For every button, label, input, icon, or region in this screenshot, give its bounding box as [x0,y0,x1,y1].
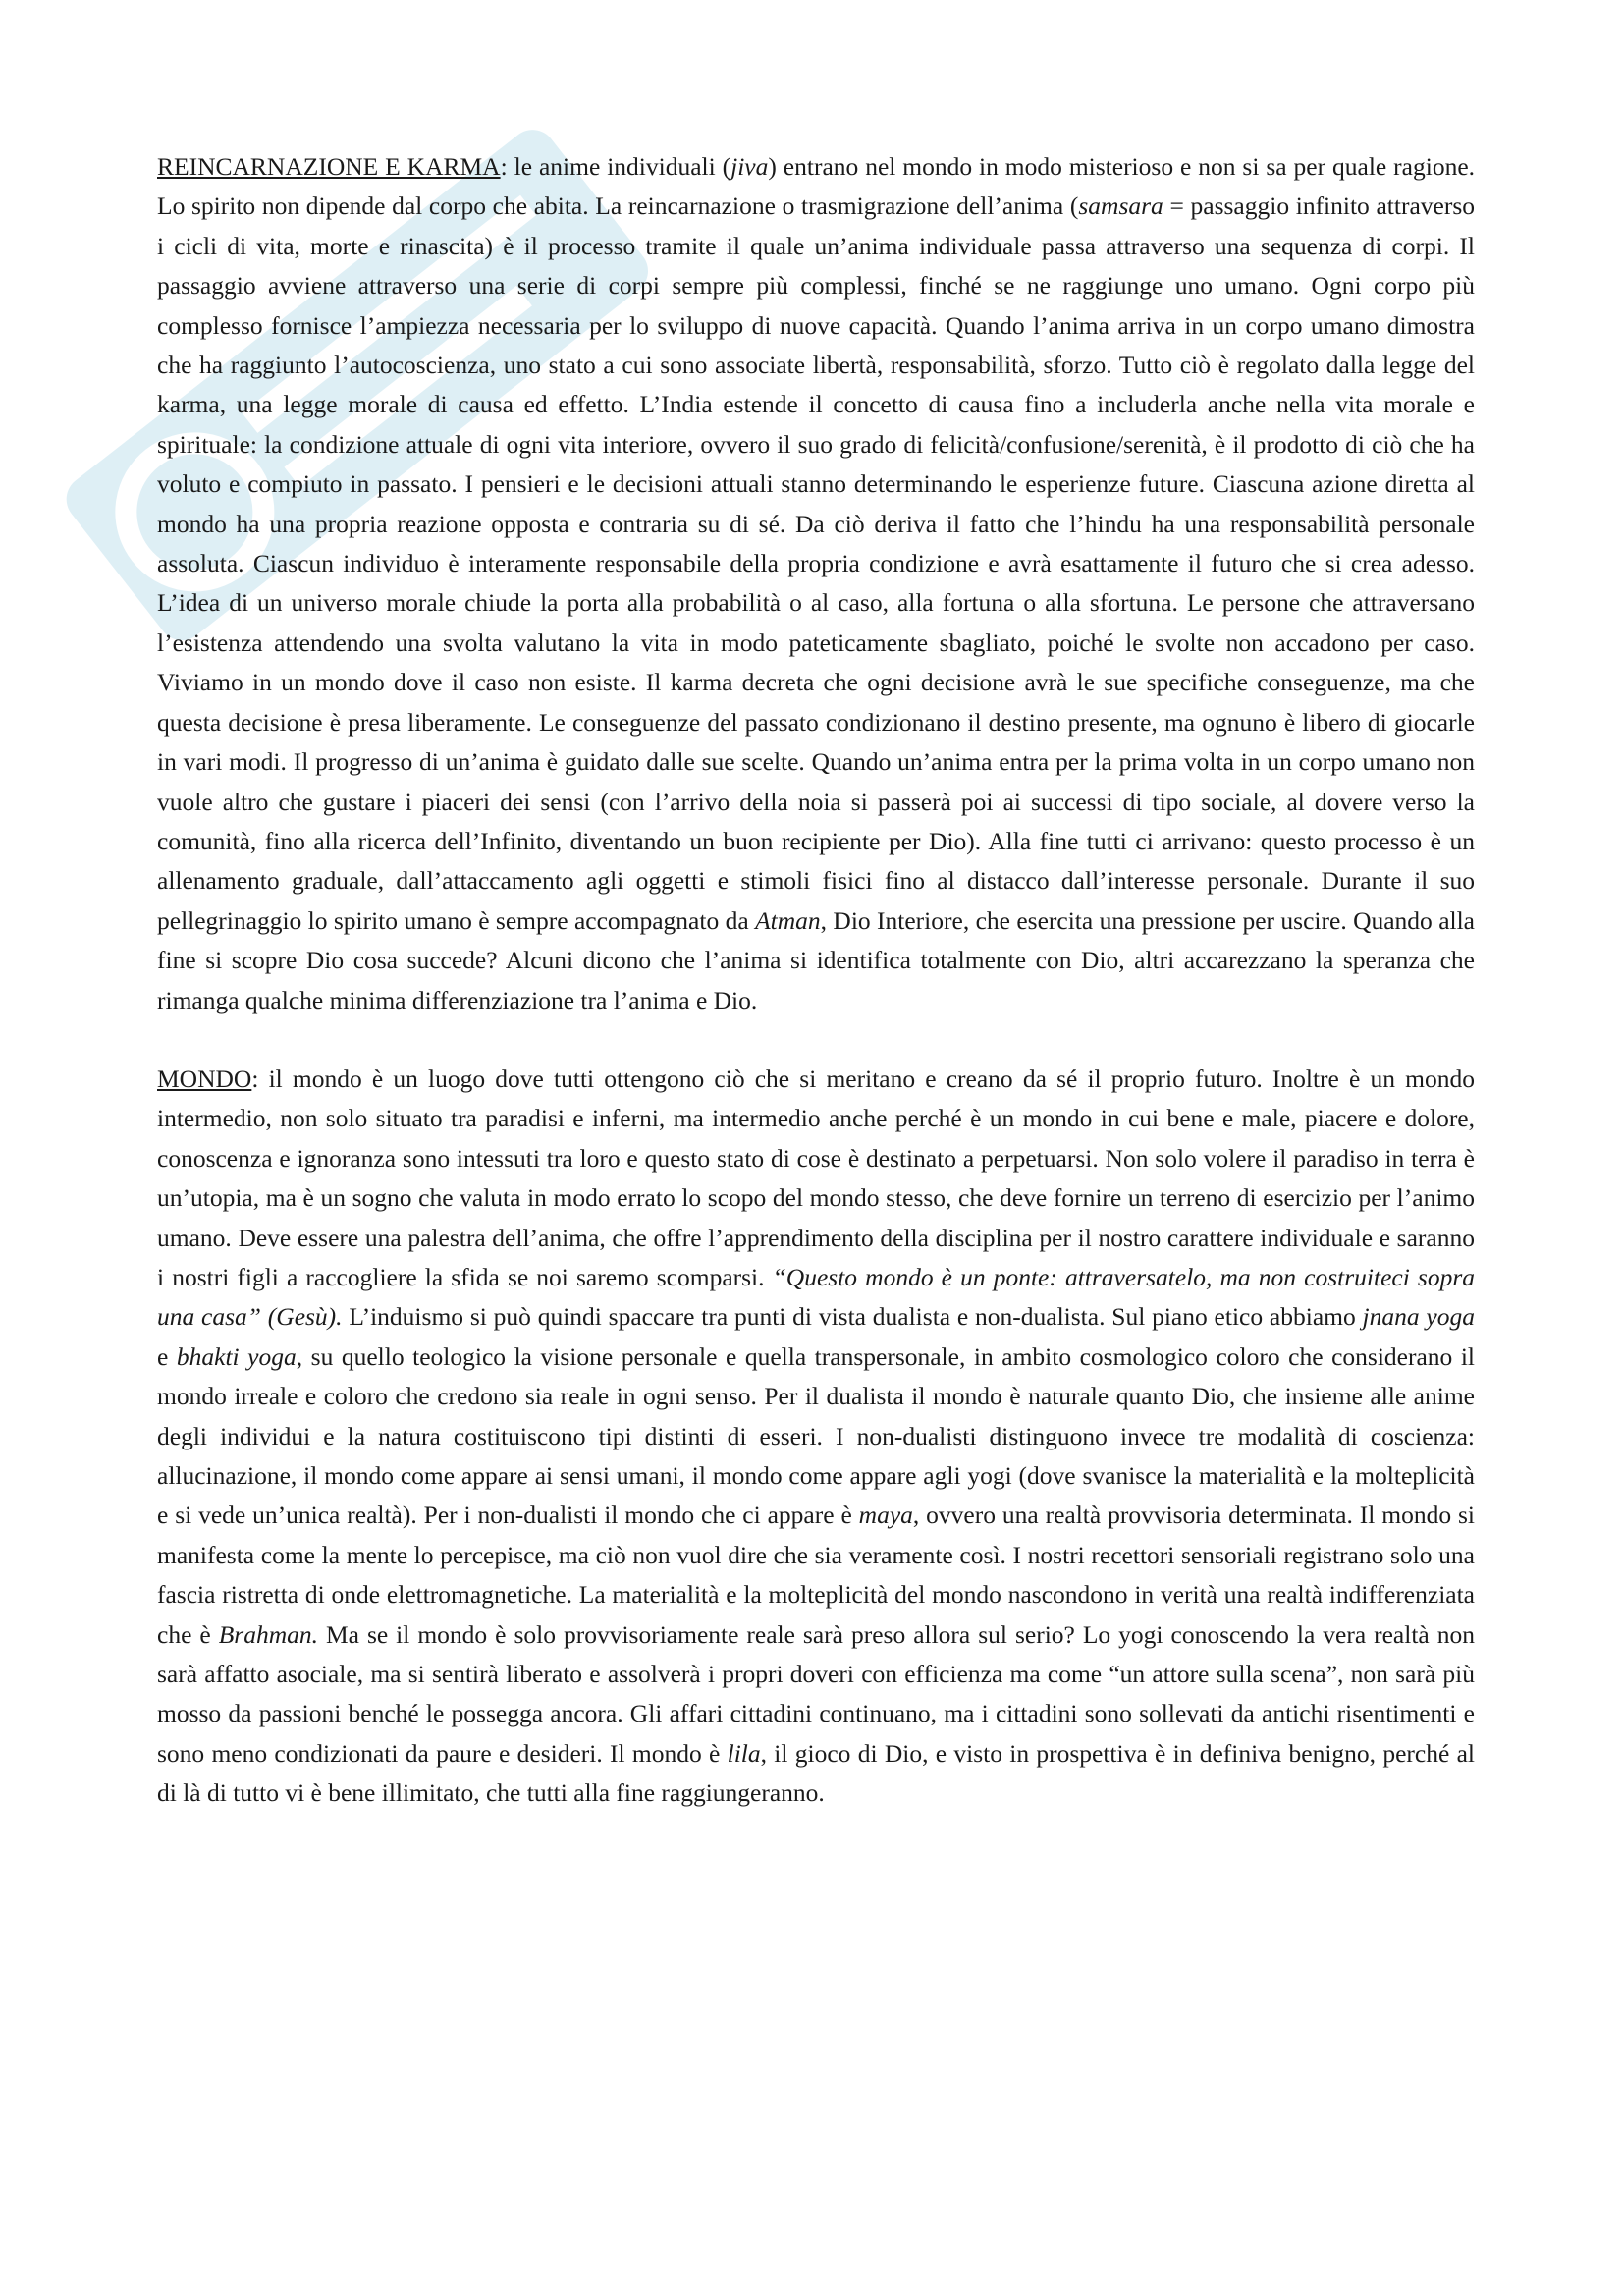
text-run: e [157,1341,177,1371]
italic-term: jiva [730,152,769,181]
text-run: Ma se il mondo è solo provvisoriamente reale sarà preso allora sul serio? Lo yogi conoscendo la vera realtà non sarà affatto asociale, ma si sentirà liberato e assolverà i propri doveri con efficienza ma come “un attore sulla scena”, non sarà più mosso da passioni benché le possegga ancora. Gli affari cittadini continuano, ma i cittadini sono sollevati da antichi risentimenti e sono meno condizionati da paure e desideri. Il mondo è [157,1619,1475,1768]
italic-term: Atman [755,905,821,935]
text-run: : il mondo è un luogo dove tutti ottengono ciò che si meritano e creano da sé il proprio futuro. Inoltre è un mondo intermedio, non solo situato tra paradisi e inferni, ma intermedio anche perché è un mondo in cui bene e male, piacere e dolore, conoscenza e ignoranza sono intessuti tra loro e questo stato di cose è destinato a perpetuarsi. Non solo volere il paradiso in terra è un’utopia, ma è un sogno che valuta in modo errato lo scopo del mondo stesso, che deve fornire un terreno di esercizio per l’animo umano. Deve essere una palestra dell’anima, che offre l’apprendimento della disciplina per il nostro carattere individuale e saranno i nostri figli a raccogliere la sfida se noi saremo scomparsi. [157,1064,1475,1291]
text-run: ) entrano nel mondo in modo misterioso e non si sa per quale ragione. Lo spirito non dipende dal corpo che abita. La reincarnazione o trasmigrazione dell’anima ( [157,152,1476,221]
section-heading-mondo: MONDO [157,1064,252,1093]
text-run: L’induismo si può quindi spaccare tra punti di vista dualista e non-dualista. Sul piano etico abbiamo [342,1302,1363,1332]
italic-term: maya [858,1501,913,1530]
text-run: , Dio Interiore, che esercita una pressione per uscire. Quando alla fine si scopre Dio cosa succede? Alcuni dicono che l’anima si identifica totalmente con Dio, altri accarezzano la speranza che rimanga qualche minima differenziazione tra l’anima e Dio. [157,905,1475,1014]
text-run: , ovvero una realtà provvisoria determinata. Il mondo si manifesta come la mente lo percepisce, ma ciò non vuol dire che sia veramente così. I nostri recettori sensoriali registrano solo una fascia ristretta di onde elettromagnetiche. La materialità e la molteplicità del mondo nascondono in verità una realtà indifferenziata che è [157,1501,1475,1649]
italic-term: bhakti yoga [176,1341,297,1371]
italic-term: Brahman. [218,1619,318,1649]
italic-quote: “Questo mondo è un ponte: attraversatelo, ma non costruiteci sopra una casa” (Gesù). [157,1262,1475,1332]
section-heading-reincarnazione: REINCARNAZIONE E KARMA [157,152,501,181]
text-run: = passaggio infinito attraverso i cicli di vita, morte e rinascita) è il processo tramite il quale un’anima individuale passa attraverso una sequenza di corpi. Il passaggio avviene attraverso una serie di corpi sempre più complessi, finché se ne raggiunge uno umano. Ogni corpo più complesso fornisce l’ampiezza necessaria per lo sviluppo di nuove capacità. Quando l’anima arriva in un corpo umano dimostra che ha raggiunto l’autocoscienza, uno stato a cui sono associate libertà, responsabilità, sforzo. Tutto ciò è regolato dalla legge del karma, una legge morale di causa ed effetto. L’India estende il concetto di causa fino a includerla anche nella vita morale e spirituale: la condizione attuale di ogni vita interiore, ovvero il suo grado di felicità/confusione/serenità, è il prodotto di ciò che ha voluto e compiuto in passato. I pensieri e le decisioni attuali stanno determinando le esperienze future. Ciascuna azione diretta al mondo ha una propria reazione opposta e contraria su di sé. Da ciò deriva il fatto che l’hindu ha una responsabilità personale assoluta. Ciascun individuo è interamente responsabile della propria condizione e avrà esattamente il futuro che si crea adesso. L’idea di un universo morale chiude la porta alla probabilità o al caso, alla fortuna o alla sfortuna. Le persone che attraversano l’esistenza attendendo una svolta valutano la vita in modo pateticamente sbagliato, poiché le svolte non accadono per caso. Viviamo in un mondo dove il caso non esiste. Il karma decreta che ogni decisione avrà le sue specifiche conseguenze, ma che questa decisione è presa liberamente. Le conseguenze del passato condizionano il destino presente, ma ognuno è libero di giocarle in vari modi. Il progresso di un’anima è guidato dalle sue scelte. Quando un’anima entra per la prima volta in un corpo umano non vuole altro che gustare i piaceri dei sensi (con l’arrivo della noia si passerà poi ai successi di tipo sociale, al dovere verso la comunità, fino alla ricerca dell’Infinito, diventando un buon recipiente per Dio). Alla fine tutti ci arrivano: questo processo è un allenamento graduale, dall’attaccamento agli oggetti e stimoli fisici fino al distacco dall’interesse personale. Durante il suo pellegrinaggio lo spirito umano è sempre accompagnato da [157,191,1476,935]
text-run: , su quello teologico la visione personale e quella transpersonale, in ambito cosmologico coloro che considerano il mondo irreale e coloro che credono sia reale in ogni senso. Per il dualista il mondo è naturale quanto Dio, che insieme alle anime degli individui e la natura costituiscono tipi distinti di esseri. I non-dualisti distinguono invece tre modalità di coscienza: allucinazione, il mondo come appare ai sensi umani, il mondo come appare agli yogi (dove svanisce la materialità e la molteplicità e si vede un’unica realtà). Per i non-dualisti il mondo che ci appare è [157,1341,1476,1530]
document-page [157,147,1475,1853]
italic-term: jnana yoga [1362,1302,1475,1332]
text-run: , il gioco di Dio, e visto in prospettiva è in definiva benigno, perché al di là di tutto vi è bene illimitato, che tutti alla fine raggiungeranno. [157,1738,1475,1808]
text-run: : le anime individuali ( [500,152,731,181]
italic-term: lila [727,1738,761,1768]
italic-term: samsara [1078,191,1163,221]
paragraph-mondo [157,1060,1475,1814]
paragraph-reincarnazione [157,147,1475,1020]
